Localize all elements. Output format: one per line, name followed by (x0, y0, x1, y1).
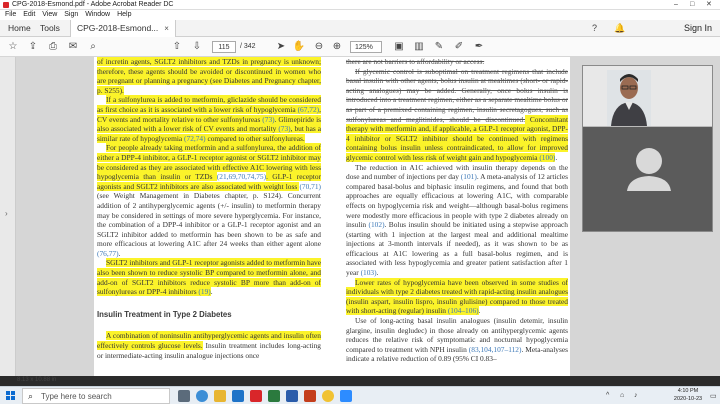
zoom-app-icon[interactable] (340, 390, 352, 402)
clock-date: 2020-10-23 (673, 396, 703, 402)
menu-view[interactable]: View (42, 11, 58, 18)
tab-home[interactable]: Home (8, 23, 31, 33)
citation-link[interactable]: (104–106) (447, 306, 479, 316)
search-icon: ⌕ (28, 391, 34, 401)
volume-icon[interactable]: ♪ (634, 392, 638, 399)
paragraph: If glycemic control is suboptimal on treatment regimens that include basal insulin with other agents, bolus insulin at mealtimes (short- or rapid-acting analogues) may be added. Generally, once bolus insulin is introduced into a treatment regimen, either as a separate mealtime bolus or as part of a premixed containing regimen, insulin secretagogues, such as sulfonylureas and meglitinides, should be discontinued. Concomitant therapy with metformin and, if applicable, a GLP-1 receptor agonist, DPP-4 inhibitor or SGLT2 inhibitor should be continued with regimens containing bolus insulin unless contraindicated, to allow for improved glycemic control with less risk of weight gain and hypoglycemia (100). (346, 66, 568, 162)
paragraph: The reduction in A1C achieved with insulin therapy depends on the dose and number of injections per day (101). A meta-analysis of 12 articles compared basal-bolus and biphasic insulin regimens, and found that both approaches are equally efficacious at lowering A1C, with comparable effects on hypoglycemia risk and weight—although basal-bolus regimens were modestly more efficacious in people with type 2 diabetes already on insulin (102). Bolus insulin should be initiated using a stepwise approach (starting with 1 injection at the largest meal and additional mealtime injections at 3-month intervals if needed), as it was shown to be as efficacious at A1C lowering as a full basal-bolus regimen, and is associated with less hypoglycemia and greater patient satisfaction after 1 year (103). (346, 162, 568, 278)
comment-icon[interactable]: ✎ (434, 41, 444, 52)
paragraph: Lower rates of hypoglycemia have been observed in some studies of individuals with type 2 diabetes treated with rapid-acting insulin analogues (insulin aspart, insulin lispro, insulin glulisine) compared to those treated with short-acting (regular) insulin (104–106). (346, 277, 568, 316)
tab-close-icon[interactable]: × (164, 24, 169, 33)
window-title: CPG-2018-Esmond.pdf - Adobe Acrobat Reader DC (12, 1, 174, 8)
pdf-page (94, 57, 570, 376)
select-cursor-icon[interactable]: ➤ (276, 41, 286, 52)
tab-document[interactable] (70, 20, 176, 37)
menu-bar (0, 10, 720, 20)
citation-link[interactable]: (103) (360, 268, 377, 278)
windows-start-icon[interactable] (6, 391, 16, 401)
page-up-icon[interactable]: ⇧ (172, 41, 182, 52)
paragraph: For people already taking metformin and a sulfonylurea, the addition of either a DPP-4 inhibitor, a GLP-1 receptor agonist or SGLT2 inhibitor may be considered as they are associated with effective A1C lowering with less hypoglycemia than insulin or TZDs (21,69,70,74,75). GLP-1 receptor agonists and SGLT2 inhibitors are also associated with weight loss (70,71) (see Weight Management in Diabetes chapter, p. S124). Concurrent addition of 2 antihyperglycemic agents (+/- insulin) to metformin therapy may be considered in settings of more severe hyperglycemia. For instance, the combination of a DPP-4 inhibitor or a GLP-1 receptor agonist and an SGLT2 inhibitor added to metformin has been shown to be as safe and more efficacious at lowering A1C after 24 weeks than either agent alone (76,77). (97, 143, 321, 258)
tab-tools[interactable]: Tools (40, 23, 60, 33)
page-size-status: 8.13 x 10.88 in (17, 377, 57, 383)
citation-link[interactable]: (19) (198, 287, 211, 297)
tab-document-label: CPG-2018-Esmond... (77, 23, 159, 33)
zoom-in-icon[interactable]: ⊕ (332, 41, 342, 52)
acrobat-app-icon (3, 2, 9, 8)
menu-window[interactable]: Window (85, 11, 111, 18)
toolbar (0, 37, 720, 57)
citation-link[interactable]: (102) (368, 220, 385, 230)
chrome-icon[interactable] (322, 390, 334, 402)
search-placeholder: Type here to search (41, 392, 112, 401)
powerpoint-icon[interactable] (304, 390, 316, 402)
network-icon[interactable]: ⌂ (620, 392, 625, 399)
title-bar (0, 0, 720, 10)
sign-in-button[interactable]: Sign In (683, 23, 712, 33)
paragraph: of incretin agents, SGLT2 inhibitors and TZDs in pregnancy is unknown; therefore, these agents should be avoided or discontinued in women who are pregnant or planning a pregnancy (see Diabetes and Pregnancy chapter, p. S255). (97, 57, 321, 95)
minimize-button[interactable]: – (674, 1, 678, 8)
close-button[interactable]: ✕ (706, 1, 712, 8)
citation-link[interactable]: (72,74) (184, 133, 206, 143)
presenter-figure (607, 70, 651, 126)
hand-tool-icon[interactable]: ✋ (292, 41, 306, 52)
right-column (346, 57, 568, 364)
upload-icon[interactable]: ⇪ (28, 41, 38, 52)
fit-page-icon[interactable]: ▣ (394, 41, 404, 52)
menu-help[interactable]: Help (117, 11, 132, 18)
clock[interactable] (668, 387, 708, 403)
paragraph: Use of long-acting basal insulin analogues (insulin detemir, insulin glargine, insulin degludec) in those already on antihyperglycemic agents reduces the relative risk of symptomatic and nocturnal hypoglycemia compared to treatment with NPH insulin (83,104,107–112). Meta-analyses indicate a relative reduction of 0.89 (95% CI 0.83– (346, 316, 568, 364)
citation-link[interactable]: (67,72) (297, 104, 320, 114)
zoom-out-icon[interactable]: ⊖ (314, 41, 324, 52)
user-placeholder-icon (583, 127, 713, 232)
citation-link[interactable]: (76,77) (97, 248, 119, 258)
tab-bar (0, 20, 720, 37)
highlight-pen-icon[interactable]: ✐ (454, 41, 464, 52)
citation-link[interactable]: (101) (460, 172, 477, 182)
maximize-button[interactable]: □ (690, 1, 695, 8)
presenter-video (583, 66, 713, 126)
zoom-level-select[interactable]: 125% (350, 41, 382, 53)
word-icon[interactable] (286, 390, 298, 402)
menu-edit[interactable]: Edit (23, 11, 36, 18)
taskbar (0, 386, 720, 404)
section-heading: Insulin Treatment in Type 2 Diabetes (97, 309, 232, 319)
left-column (97, 57, 321, 360)
store-icon[interactable] (232, 390, 244, 402)
participant-tile (583, 127, 713, 232)
bell-icon[interactable]: 🔔 (614, 23, 626, 33)
paragraph: SGLT2 inhibitors and GLP-1 receptor agonists added to metformin have also been shown to reduce systolic BP compared to metformin alone, and add-on of SGLT2 inhibitors reduce systolic BP more than add-on of sulfonylureas or DPP-4 inhibitors (19). (97, 258, 321, 297)
sign-icon[interactable]: ✒ (474, 41, 484, 52)
tray-chevron-icon[interactable]: ^ (606, 392, 610, 399)
menu-sign[interactable]: Sign (64, 11, 79, 18)
citation-link[interactable]: (73) (278, 124, 291, 134)
citation-link[interactable]: (100) (539, 152, 556, 162)
menu-file[interactable]: File (5, 11, 17, 18)
citation-link[interactable]: (83,104,107–112) (468, 344, 522, 354)
task-view-icon[interactable] (178, 390, 190, 402)
print-icon[interactable]: ⎙ (49, 41, 57, 52)
citation-link[interactable]: (21,69,70,74,75) (216, 172, 267, 182)
email-icon[interactable]: ✉ (68, 41, 78, 52)
page-number-input[interactable]: 115 (212, 41, 236, 53)
page-down-icon[interactable]: ⇩ (192, 41, 202, 52)
file-explorer-icon[interactable] (214, 390, 226, 402)
expand-left-panel-icon[interactable]: › (5, 209, 8, 218)
paragraph: If a sulfonylurea is added to metformin, gliclazide should be considered as first choice as it is associated with a lower risk of hypoglycemia (67,72), CV events and mortality relative to other sulfonylureas (73). Glimepiride is also associated with a lower risk of CV events and mortality (73), but has a similar rate of hypoglycemia (72,74) compared to other sulfonylureas. (97, 95, 321, 143)
page-total: / 342 (240, 43, 256, 50)
video-call-overlay[interactable] (582, 65, 713, 232)
paragraph: there are not barriers to affordability or access. (346, 57, 485, 66)
excel-icon[interactable] (268, 390, 280, 402)
clock-time: 4:10 PM (677, 388, 699, 394)
paragraph: A combination of noninsulin antihyperglycemic agents and insulin often effectively controls glucose levels. Insulin treatment includes long-acting or intermediate-acting insulin analogue injections once (97, 331, 321, 360)
notification-icon[interactable]: ▭ (710, 393, 717, 400)
help-icon[interactable]: ? (592, 23, 598, 33)
scroll-mode-icon[interactable]: ▥ (414, 41, 424, 52)
search-icon[interactable]: ⌕ (90, 41, 96, 52)
bookmark-icon[interactable]: ☆ (8, 41, 18, 52)
left-panel-rail (0, 57, 16, 376)
citation-link[interactable]: (73) (262, 114, 275, 124)
acrobat-taskbar-icon[interactable] (250, 390, 262, 402)
citation-link[interactable]: (70,71) (299, 181, 321, 191)
taskbar-search-input[interactable] (22, 388, 170, 404)
edge-browser-icon[interactable] (196, 390, 208, 402)
